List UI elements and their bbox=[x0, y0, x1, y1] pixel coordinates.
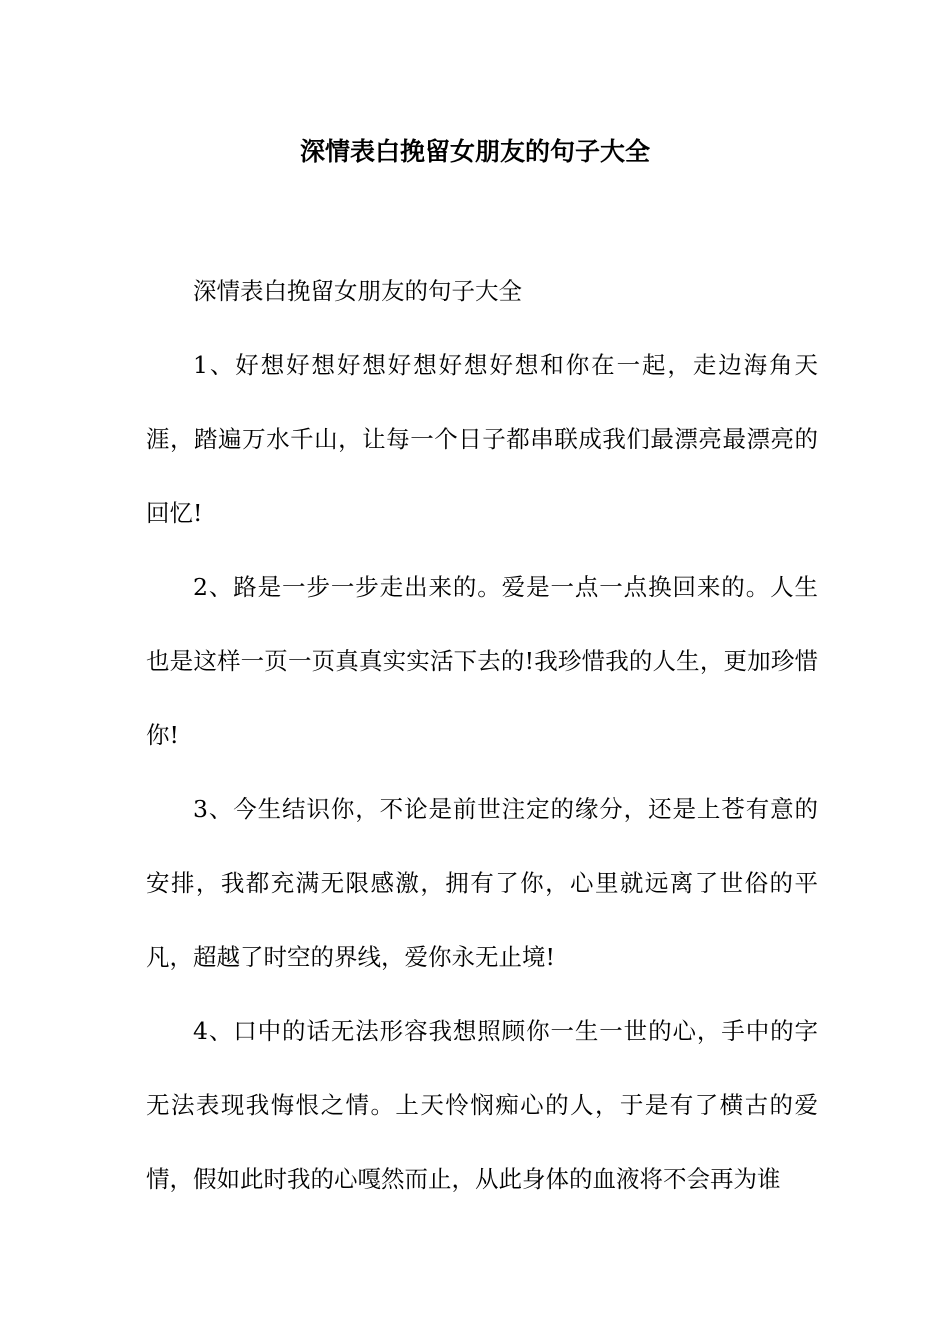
paragraph-subtitle: 深情表白挽留女朋友的句子大全 bbox=[193, 277, 522, 305]
document-body bbox=[146, 254, 818, 1216]
paragraph-4: 4、口中的话无法形容我想照顾你一生一世的心，手中的字无法表现我悔恨之情。上天怜悯痴心的人，于是有了横古的爱情，假如此时我的心嘎然而止，从此身体的血液将不会再为谁 bbox=[146, 1017, 818, 1193]
paragraph-3: 3、今生结识你，不论是前世注定的缘分，还是上苍有意的安排，我都充满无限感激，拥有了你，心里就远离了世俗的平凡，超越了时空的界线，爱你永无止境! bbox=[146, 795, 818, 971]
paragraph-1: 1、好想好想好想好想好想好想和你在一起，走边海角天涯，踏遍万水千山，让每一个日子都串联成我们最漂亮最漂亮的回忆! bbox=[146, 351, 818, 527]
paragraph-2: 2、路是一步一步走出来的。爱是一点一点换回来的。人生也是这样一页一页真真实实活下去的!我珍惜我的人生，更加珍惜你! bbox=[146, 573, 818, 749]
document-title: 深情表白挽留女朋友的句子大全 bbox=[299, 137, 650, 166]
